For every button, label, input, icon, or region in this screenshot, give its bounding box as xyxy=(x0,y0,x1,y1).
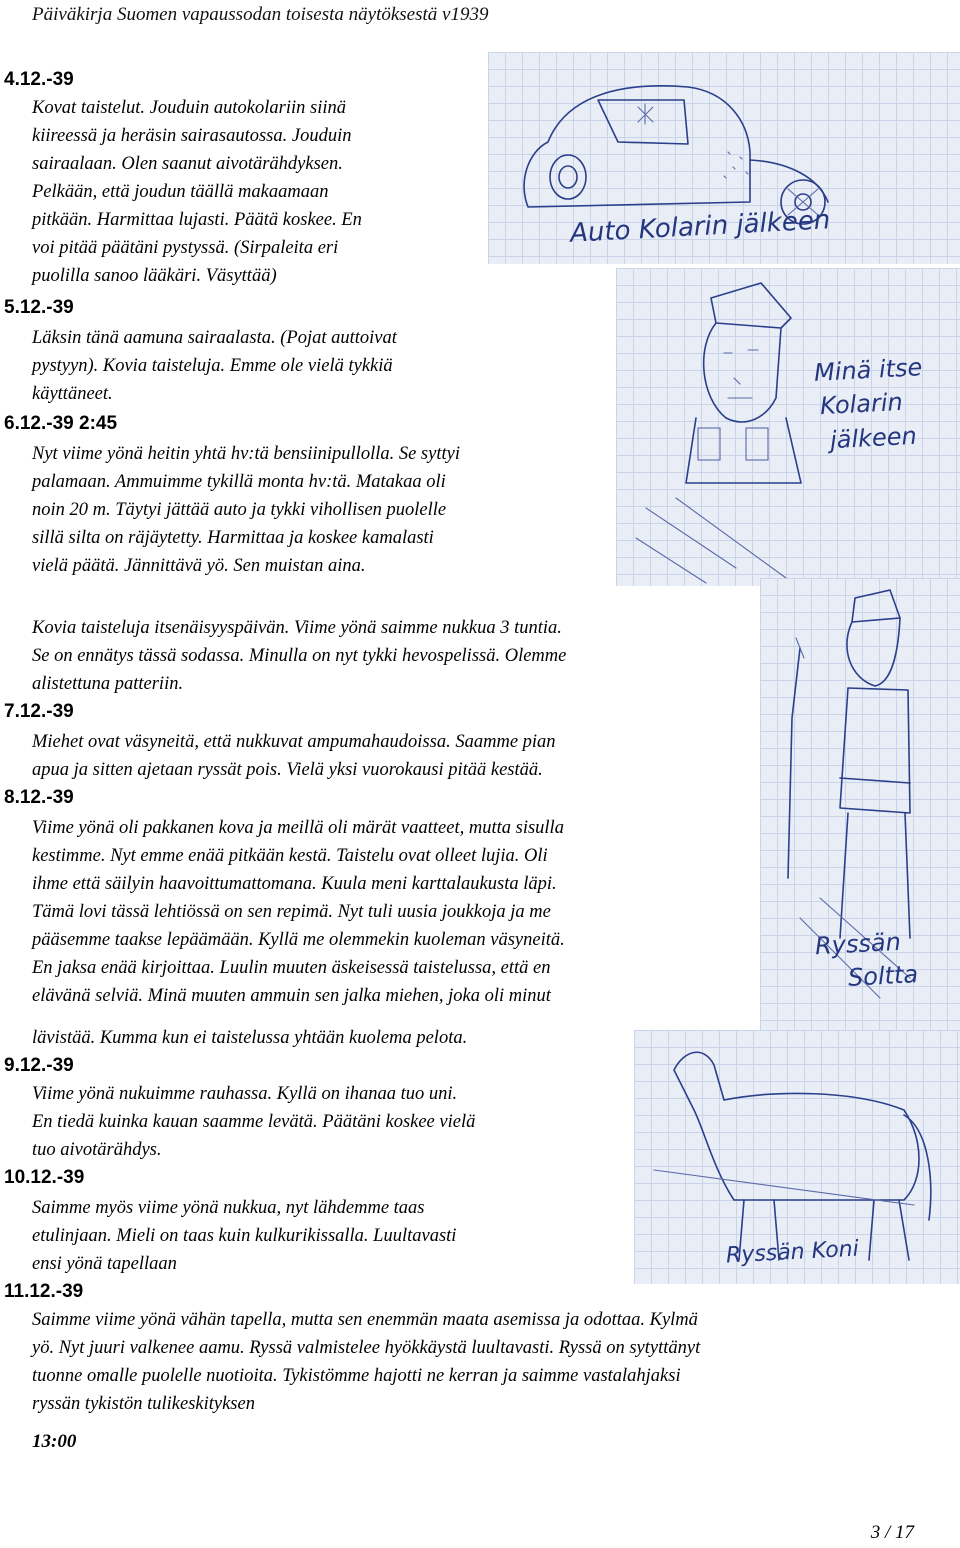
entry-text-line: pitkään. Harmittaa lujasti. Päätä koskee. En xyxy=(32,210,362,230)
car-sketch-caption: Auto Kolarin jälkeen xyxy=(569,205,831,249)
entry-text-line: Miehet ovat väsyneitä, että nukkuvat ampumahaudoissa. Saamme pian xyxy=(32,732,556,752)
entry-text-line: sairaalaan. Olen saanut aivotärähdyksen. xyxy=(32,154,343,174)
entry-text-line: voi pitää päätäni pystyssä. (Sirpaleita eri xyxy=(32,238,339,258)
entry-text-line: pystyyn). Kovia taisteluja. Emme ole vielä tykkiä xyxy=(32,356,393,376)
entry-date: 11.12.-39 xyxy=(4,1281,84,1302)
entry-text-line: Viime yönä nukuimme rauhassa. Kyllä on ihanaa tuo uni. xyxy=(32,1084,458,1104)
entry-text-line: Saimme myös viime yönä nukkua, nyt lähdemme taas xyxy=(32,1198,425,1218)
soldier-caption-line2: Soltta xyxy=(847,960,919,992)
entry-text-line: vielä päätä. Jännittävä yö. Sen muistan aina. xyxy=(32,556,366,576)
entry-date: 6.12.-39 2:45 xyxy=(4,413,118,434)
entry-text-line: Nyt viime yönä heitin yhtä hv:tä bensiinipullolla. Se syttyi xyxy=(32,444,460,464)
entry-date: 4.12.-39 xyxy=(4,69,74,90)
entry-date: 7.12.-39 xyxy=(4,701,74,722)
entry-text-line: apua ja sitten ajetaan ryssät pois. Vielä yksi vuorokausi pitää kestää. xyxy=(32,760,543,780)
entry-text-line: alistettuna patteriin. xyxy=(32,674,184,694)
entry-text-line: ensi yönä tapellaan xyxy=(32,1254,177,1274)
entry-text-line: tuonne omalle puolelle nuotioita. Tykistömme hajotti ne kerran ja saimme vastalahjaksi xyxy=(32,1366,681,1386)
document-header: Päiväkirja Suomen vapaussodan toisesta näytöksestä v1939 xyxy=(32,4,489,25)
soldier-caption-line1: Ryssän xyxy=(814,927,902,961)
page-number: 3 / 17 xyxy=(870,1522,914,1543)
entry-text-line: Kovat taistelut. Jouduin autokolariin siinä xyxy=(32,98,346,118)
entry-date: 5.12.-39 xyxy=(4,297,74,318)
entry-text-line: käyttäneet. xyxy=(32,384,113,404)
self-portrait-sketch xyxy=(616,268,960,586)
self-portrait-caption-line1: Minä itse xyxy=(813,353,923,387)
entry-text-line: Se on ennätys tässä sodassa. Minulla on nyt tykki hevospelissä. Olemme xyxy=(32,646,567,666)
entry-date: 8.12.-39 xyxy=(4,787,74,808)
entry-date: 9.12.-39 xyxy=(4,1055,74,1076)
entry-text-line: palamaan. Ammuimme tykillä monta hv:tä. Matakaa oli xyxy=(32,472,446,492)
entry-text-line: kiireessä ja heräsin sairasautossa. Jouduin xyxy=(32,126,352,146)
entry-text-line: tuo aivotärähdys. xyxy=(32,1140,162,1160)
horse-sketch xyxy=(634,1030,960,1284)
entry-text-line: elävänä selviä. Minä muuten ammuin sen jalka miehen, joka oli minut xyxy=(32,986,551,1006)
horse-caption: Ryssän Koni xyxy=(725,1236,860,1269)
entry-text-line: yö. Nyt juuri valkenee aamu. Ryssä valmistelee hyökkäystä luultavasti. Ryssä on sytyttänyt xyxy=(32,1338,701,1358)
entry-date: 10.12.-39 xyxy=(4,1167,85,1188)
entry-text-line: Saimme viime yönä vähän tapella, mutta sen enemmän maata asemissa ja odottaa. Kylmä xyxy=(32,1310,698,1330)
entry-text-line: Tämä lovi tässä lehtiössä on sen repimä. Nyt tuli uusia joukkoja ja me xyxy=(32,902,551,922)
self-portrait-caption-line3: jälkeen xyxy=(829,421,918,455)
entry-text-line: pääsemme taakse lepäämään. Kyllä me olemmekin kuoleman väsyneitä. xyxy=(32,930,565,950)
entry-text-line: Viime yönä oli pakkanen kova ja meillä oli märät vaatteet, mutta sisulla xyxy=(32,818,564,838)
soldier-sketch xyxy=(760,578,960,1030)
entry-text-line: etulinjaan. Mieli on taas kuin kulkurikissalla. Luultavasti xyxy=(32,1226,457,1246)
entry-text-line: En jaksa enää kirjoittaa. Luulin muuten äskeisessä taistelussa, että en xyxy=(32,958,551,978)
entry-text-line: En tiedä kuinka kauan saamme levätä. Päätäni koskee vielä xyxy=(32,1112,476,1132)
entry-text-line: Kovia taisteluja itsenäisyyspäivän. Viime yönä saimme nukkua 3 tuntia. xyxy=(32,618,562,638)
car-sketch xyxy=(488,52,960,264)
self-portrait-caption-line2: Kolarin xyxy=(819,387,904,421)
entry-text-line: sillä silta on räjäytetty. Harmittaa ja koskee kamalasti xyxy=(32,528,434,548)
entry-text-line: Pelkään, että joudun täällä makaamaan xyxy=(32,182,329,202)
time-label: 13:00 xyxy=(32,1431,77,1452)
entry-text-line: puolilla sanoo lääkäri. Väsyttää) xyxy=(32,266,277,286)
entry-text-line: Läksin tänä aamuna sairaalasta. (Pojat auttoivat xyxy=(32,328,397,348)
entry-text-line: noin 20 m. Täytyi jättää auto ja tykki vihollisen puolelle xyxy=(32,500,447,520)
entry-text-line: lävistää. Kumma kun ei taistelussa yhtään kuolema pelota. xyxy=(32,1028,468,1048)
entry-text-line: ihme että säilyin haavoittumattomana. Kuula meni karttalaukusta läpi. xyxy=(32,874,557,894)
entry-text-line: ryssän tykistön tulikeskityksen xyxy=(32,1394,255,1414)
entry-text-line: kestimme. Nyt emme enää pitkään kestä. Taistelu ovat olleet lujia. Oli xyxy=(32,846,548,866)
